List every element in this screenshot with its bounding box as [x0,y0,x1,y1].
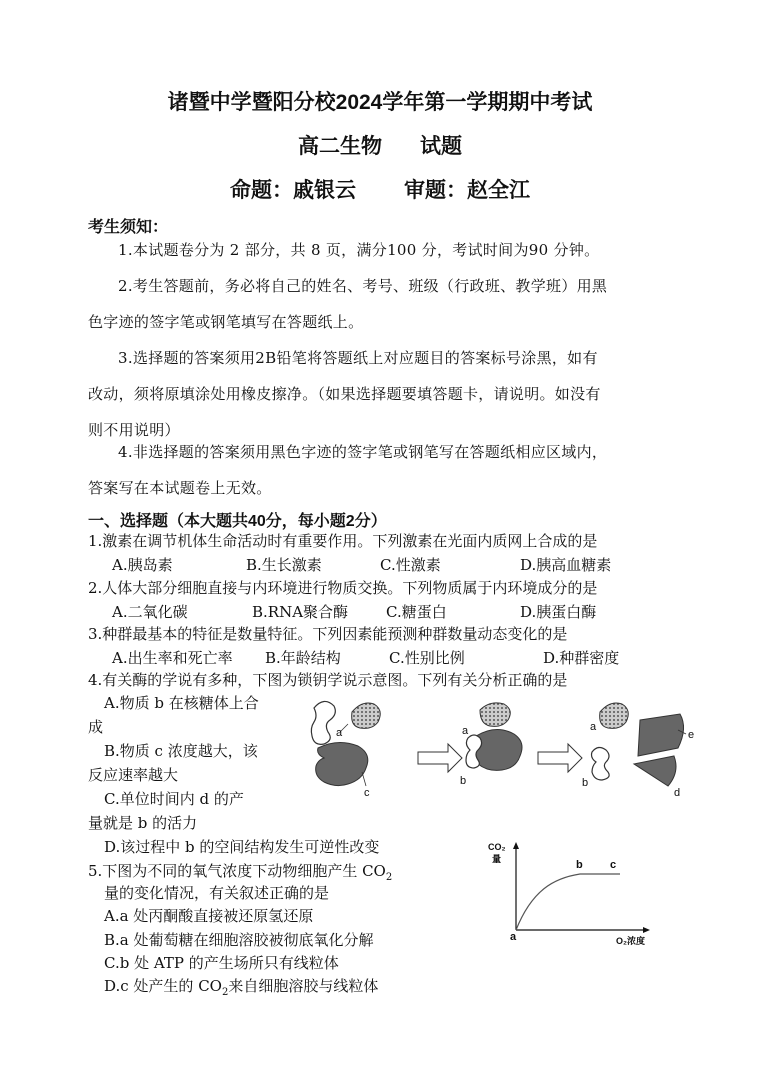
enzyme-b-shape [311,701,335,744]
question-4-option-a-line-2: 成 [88,718,104,736]
option-c: C.性别比例 [389,649,465,667]
notice-item-4-line-2: 答案写在本试题卷上无效。 [88,479,272,497]
y-axis-label-bottom: 量 [492,854,502,864]
notice-item-1-text: 1.本试题卷分为 2 部分，共 8 页，满分100 分，考试时间为90 分钟。 [118,241,600,259]
option-c: C.性激素 [380,556,441,574]
point-c-label: c [610,859,617,871]
reviewer-name: 审题：赵全江 [404,179,530,202]
question-5-stem-text: 5.下图为不同的氧气浓度下动物细胞产生 CO [88,862,386,880]
option-b: B.年龄结构 [265,649,341,667]
notice-item-3-line-2: 改动，须将原填涂处用橡皮擦净。（如果选择题要填答题卡，请说明。如没有 [88,385,601,403]
question-4-stem: 4.有关酶的学说有多种，下图为锁钥学说示意图。下列有关分析正确的是 [88,671,568,689]
paper-label: 试题 [420,135,462,158]
product-e-shape [638,714,684,756]
co2-curve [516,874,620,930]
option-d: D.胰蛋白酶 [520,603,597,621]
label-e: e [688,729,695,741]
notice-item-1 [88,232,678,268]
label-a-2: a [462,725,469,737]
option-d-prefix: D.c 处产生的 CO [104,977,222,995]
question-4-option-b-line-2: 反应速率越大 [88,766,179,784]
arrow-2-icon [538,744,582,772]
notice-item-2 [88,268,678,340]
co2-subscript: 2 [385,872,393,883]
question-5-option-b: B.a 处葡萄糖在细胞溶胶被彻底氧化分解 [104,931,374,949]
question-5-option-c: C.b 处 ATP 的产生场所只有线粒体 [104,954,339,972]
option-a: A.出生率和死亡率 [112,649,233,667]
label-b-2: b [460,775,467,787]
notice-item-3-line-3: 则不用说明） [88,421,180,439]
question-3-stem: 3.种群最基本的特征是数量特征。下列因素能预测种群数量动态变化的是 [88,625,568,643]
notice-item-3 [88,340,678,448]
question-4-option-b-line-1: B.物质 c 浓度越大，该 [104,742,258,760]
label-a-1: a [336,727,343,739]
free-b-shape [592,747,610,780]
notice-item-4-line-1: 4.非选择题的答案须用黑色字迹的签字笔或钢笔写在答题纸相应区域内， [118,443,608,461]
question-1-stem: 1.激素在调节机体生命活动时有重要作用。下列激素在光面内质网上合成的是 [88,532,598,550]
co2-subscript: 2 [221,987,229,998]
question-4-option-c-line-2: 量就是 b 的活力 [88,814,198,832]
question-2-stem: 2.人体大部分细胞直接与内环境进行物质交换。下列物质属于内环境成分的是 [88,579,598,597]
option-b: B.生长激素 [246,556,322,574]
complex-substrate-shape [480,703,510,727]
arrow-1-icon [418,744,462,772]
subject-line [0,130,760,160]
option-d: D.种群密度 [543,649,620,667]
point-a-label: a [510,931,517,943]
subject-name: 高二生物 [298,135,382,158]
notice-item-3-line-1: 3.选择题的答案须用2B铅笔将答题纸上对应题目的答案标号涂黑，如有 [118,349,598,367]
section-heading: 一、选择题（本大题共40分，每小题2分） [88,513,387,530]
notice-heading: 考生须知： [88,219,169,236]
setter-name: 命题：戚银云 [230,179,356,202]
complex-enzyme-shape [473,729,522,770]
question-4-option-c-line-1: C.单位时间内 d 的产 [104,790,244,808]
question-5-option-a: A.a 处丙酮酸直接被还原氢还原 [104,907,314,925]
option-d: D.胰高血糖素 [520,556,612,574]
option-d-suffix: 来自细胞溶胶与线粒体 [228,977,379,995]
option-c: C.糖蛋白 [386,603,447,621]
notice-item-2-line-2: 色字迹的签字笔或钢笔填写在答题纸上。 [88,313,364,331]
notice-item-4 [88,434,678,506]
question-5-stem-line-2: 量的变化情况，有关叙述正确的是 [104,884,330,902]
product-d-shape [634,756,676,786]
co2-curve-figure [484,838,664,950]
option-a: A.胰岛素 [112,556,173,574]
question-4-option-d: D.该过程中 b 的空间结构发生可逆性改变 [104,838,380,856]
enzyme-c-shape [316,742,368,785]
label-a-3: a [590,721,597,733]
option-b: B.RNA聚合酶 [252,603,349,621]
lock-and-key-figure [300,690,700,810]
question-5-option-d [104,974,378,1005]
x-axis-label: O₂浓度 [616,936,645,946]
notice-item-2-line-1: 2.考生答题前，务必将自己的姓名、考号、班级（行政班、教学班）用黑 [118,277,608,295]
question-4-option-a-line-1: A.物质 b 在核糖体上合 [104,694,259,712]
exam-title: 诸暨中学暨阳分校2024学年第一学期期中考试 [167,91,593,114]
product-a-shape [600,703,629,728]
y-axis-label-top: CO₂ [488,842,506,852]
y-axis-arrow-icon [513,842,519,849]
option-a: A.二氧化碳 [112,603,188,621]
label-d: d [674,787,681,799]
substrate-a-shape [352,703,381,728]
point-b-label: b [576,859,583,871]
label-b-3: b [582,777,589,789]
author-line [0,174,760,204]
question-1-options [112,553,611,578]
label-c-1: c [364,787,370,799]
x-axis-arrow-icon [643,927,650,933]
